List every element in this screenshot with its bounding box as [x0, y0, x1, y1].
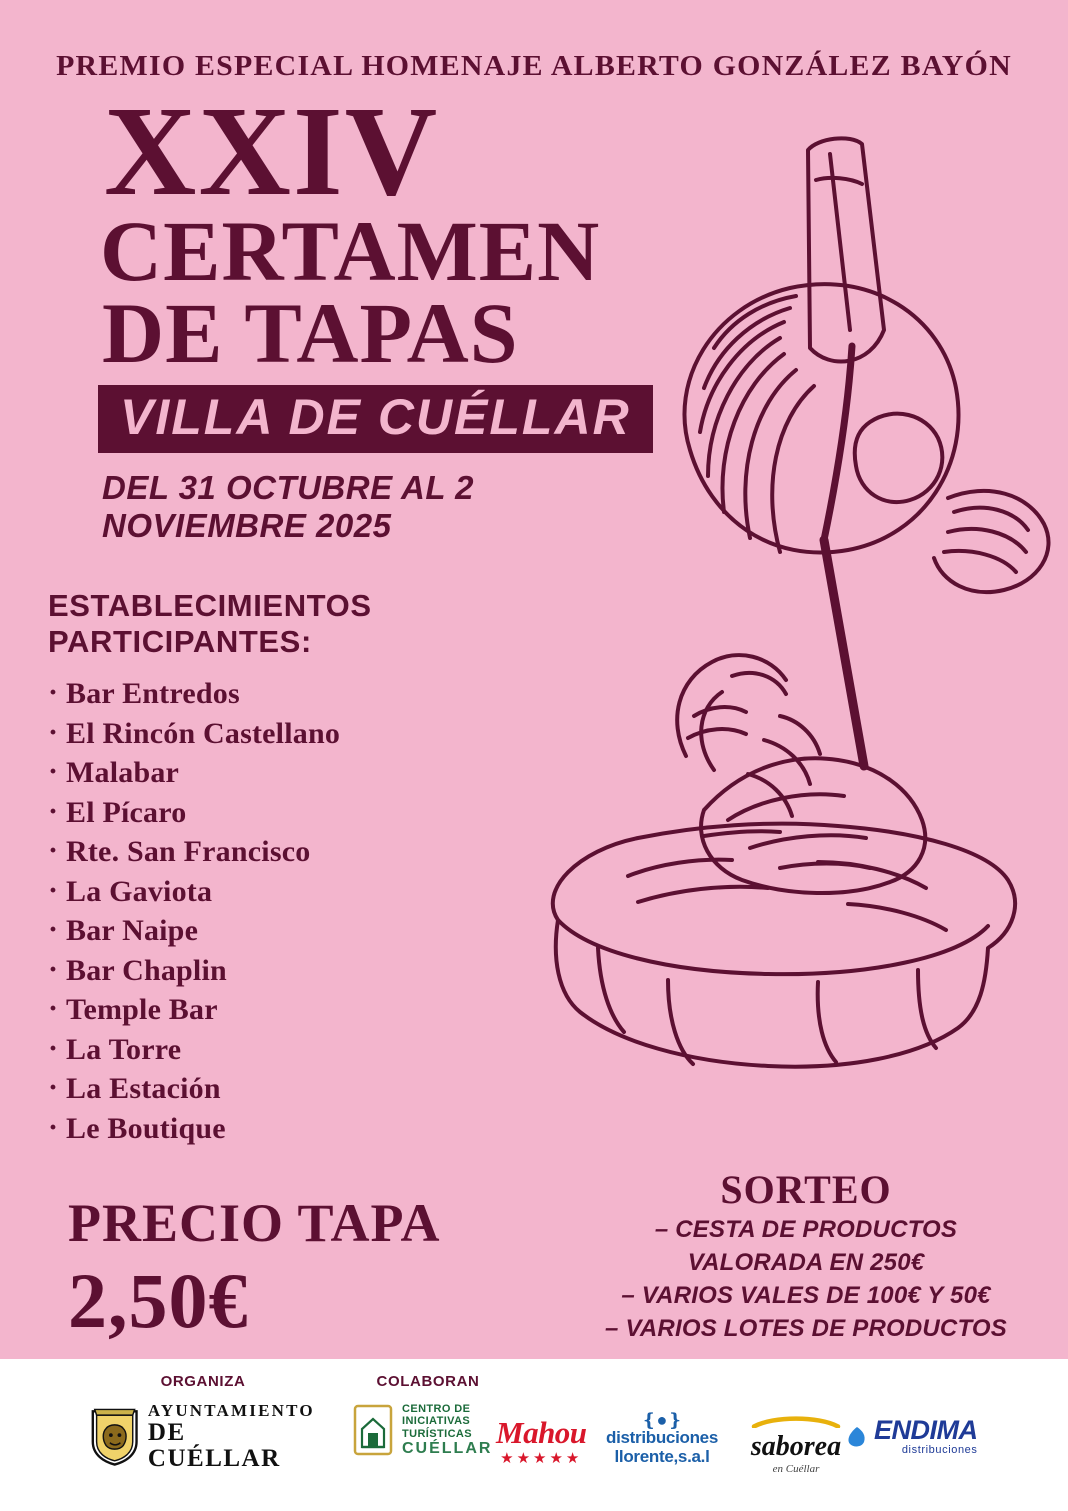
saborea-arc-icon [736, 1416, 856, 1428]
tribute-headline: PREMIO ESPECIAL HOMENAJE ALBERTO GONZÁLEZ BAYÓN [56, 50, 1012, 82]
colaboran-column [358, 1373, 498, 1390]
cit-line-1: CENTRO DE [402, 1403, 471, 1415]
sponsor-footer [0, 1359, 1068, 1511]
price-value: 2,50€ [68, 1257, 249, 1344]
subtitle-text: VILLA DE CUÉLLAR [120, 388, 631, 445]
edition-number: XXIV [104, 80, 440, 222]
saborea-subtitle: en Cuéllar [772, 1463, 820, 1475]
list-item: · La Torre [48, 1030, 588, 1070]
endima-mark-icon [846, 1425, 868, 1449]
llorente-line-1: distribuciones [606, 1428, 718, 1447]
title-block [52, 80, 672, 545]
colaboran-label: COLABORAN [376, 1373, 480, 1390]
cit-crest-icon [352, 1403, 394, 1457]
list-item: · El Rincón Castellano [48, 714, 588, 754]
organiza-label: ORGANIZA [160, 1373, 246, 1390]
saborea-wordmark: saborea [750, 1431, 842, 1462]
establishments-section [48, 588, 588, 1148]
raffle-block [596, 1168, 1016, 1344]
saborea-logo [736, 1415, 856, 1475]
list-item: · Le Boutique [48, 1109, 588, 1149]
organiza-column [98, 1373, 315, 1473]
llorente-mark-icon: ❴●❵ [641, 1410, 683, 1430]
cit-line-4: CUÉLLAR [402, 1439, 493, 1457]
ayuntamiento-line-2: DE CUÉLLAR [147, 1418, 281, 1473]
subtitle-banner [98, 385, 653, 453]
coat-of-arms-icon [89, 1406, 140, 1468]
ayuntamiento-logo [89, 1402, 318, 1472]
title-line-1: CERTAMEN [100, 203, 601, 300]
mahou-stars-icon: ★★★★★ [500, 1451, 583, 1467]
list-item: · Temple Bar [48, 990, 588, 1030]
establishments-list [48, 674, 588, 1148]
llorente-logo [606, 1411, 718, 1466]
raffle-line: – VARIOS VALES DE 100€ Y 50€ [621, 1282, 991, 1309]
endima-wordmark: ENDIMA [874, 1415, 978, 1445]
list-item: · Malabar [48, 753, 588, 793]
endima-logo [846, 1417, 978, 1456]
list-item: · El Pícaro [48, 793, 588, 833]
raffle-line: – CESTA DE PRODUCTOS [654, 1216, 958, 1243]
title-line-2: DE TAPAS [102, 285, 519, 382]
endima-subtitle: distribuciones [901, 1444, 978, 1456]
list-item: · Rte. San Francisco [48, 832, 588, 872]
raffle-title: SORTEO [720, 1167, 892, 1212]
raffle-line: – VARIOS LOTES DE PRODUCTOS [605, 1315, 1007, 1342]
price-block [68, 1193, 441, 1344]
cit-line-2: INICIATIVAS [402, 1415, 471, 1428]
establishments-heading: ESTABLECIMIENTOS PARTICIPANTES: [48, 588, 372, 659]
llorente-line-2: llorente,s.a.l [614, 1446, 710, 1466]
cit-line-3: TURÍSTICAS [402, 1427, 472, 1440]
raffle-line: VALORADA EN 250€ [687, 1249, 925, 1276]
list-item: · Bar Naipe [48, 911, 588, 951]
ayuntamiento-line-1: AYUNTAMIENTO [147, 1401, 315, 1420]
price-label: PRECIO TAPA [68, 1193, 441, 1253]
event-dates: DEL 31 OCTUBRE AL 2 NOVIEMBRE 2025 [102, 468, 474, 544]
mahou-logo [496, 1417, 587, 1468]
list-item: · La Gaviota [48, 872, 588, 912]
list-item: · Bar Chaplin [48, 951, 588, 991]
list-item: · Bar Entredos [48, 674, 588, 714]
list-item: · La Estación [48, 1069, 588, 1109]
cit-cuellar-logo [352, 1403, 492, 1458]
mahou-wordmark: Mahou [496, 1415, 587, 1450]
